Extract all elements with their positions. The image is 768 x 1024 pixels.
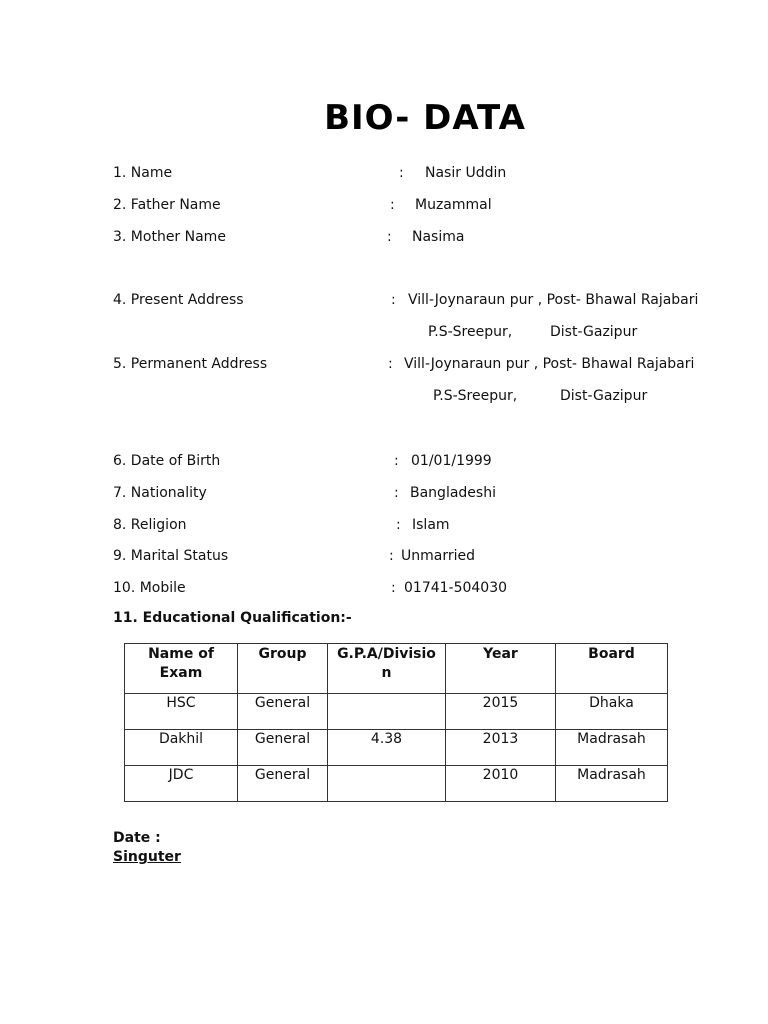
- field-colon: :: [388, 356, 393, 372]
- column-header-board: [556, 644, 668, 694]
- field-value: Bangladeshi: [410, 485, 496, 501]
- table-header-row: [125, 644, 668, 694]
- table-cell: 2013: [446, 730, 556, 766]
- field-value-ps: P.S-Sreepur,: [428, 324, 513, 340]
- column-header-label: Name of Exam: [148, 646, 214, 681]
- field-colon: :: [394, 485, 399, 501]
- field-label: 5. Permanent Address: [113, 356, 268, 372]
- table-cell: 2015: [446, 694, 556, 730]
- field-colon: :: [390, 197, 395, 213]
- field-label: 8. Religion: [113, 517, 187, 533]
- table-cell: JDC: [125, 766, 238, 802]
- column-header-exam: [125, 644, 238, 694]
- column-header-label: G.P.A/Divisio n: [337, 646, 436, 681]
- field-value-ps: P.S-Sreepur,: [433, 388, 518, 404]
- field-value: 01/01/1999: [411, 453, 492, 469]
- table-row: [125, 730, 668, 766]
- column-header-group: [238, 644, 328, 694]
- column-header-label: Group: [258, 646, 307, 662]
- table-cell: General: [238, 694, 328, 730]
- table-cell: Madrasah: [556, 766, 668, 802]
- field-value: Vill-Joynaraun pur , Post- Bhawal Rajabari: [408, 292, 699, 308]
- field-colon: :: [399, 165, 404, 181]
- column-header-label: Board: [588, 646, 635, 662]
- field-colon: :: [396, 517, 401, 533]
- field-value: Islam: [412, 517, 450, 533]
- field-colon: :: [391, 292, 396, 308]
- field-colon: :: [394, 453, 399, 469]
- table-cell: HSC: [125, 694, 238, 730]
- field-colon: :: [389, 548, 394, 564]
- table-cell: General: [238, 730, 328, 766]
- field-label: 10. Mobile: [113, 580, 186, 596]
- field-label: 7. Nationality: [113, 485, 207, 501]
- field-label: 6. Date of Birth: [113, 453, 221, 469]
- field-label: 1. Name: [113, 165, 173, 181]
- table-row: [125, 694, 668, 730]
- table-cell: 4.38: [328, 730, 446, 766]
- field-value: Unmarried: [401, 548, 475, 564]
- field-label: 3. Mother Name: [113, 229, 226, 245]
- table-cell: 2010: [446, 766, 556, 802]
- field-label: 4. Present Address: [113, 292, 244, 308]
- table-cell: Dakhil: [125, 730, 238, 766]
- table-cell: General: [238, 766, 328, 802]
- education-table: [124, 643, 668, 802]
- field-value-dist: Dist-Gazipur: [550, 324, 638, 340]
- page-title: BIO- DATA: [324, 98, 526, 138]
- field-value-dist: Dist-Gazipur: [560, 388, 648, 404]
- field-value: Muzammal: [415, 197, 492, 213]
- table-cell: [328, 694, 446, 730]
- field-value: Nasima: [412, 229, 465, 245]
- education-heading: 11. Educational Qualification:-: [113, 610, 352, 626]
- signature-label: Singuter: [113, 849, 181, 865]
- column-header-label: Year: [483, 646, 518, 662]
- field-value: Vill-Joynaraun pur , Post- Bhawal Rajabari: [404, 356, 695, 372]
- column-header-gpa: [328, 644, 446, 694]
- field-label: 2. Father Name: [113, 197, 221, 213]
- field-colon: :: [387, 229, 392, 245]
- field-colon: :: [391, 580, 396, 596]
- date-label: Date :: [113, 830, 161, 846]
- field-label: 9. Marital Status: [113, 548, 229, 564]
- table-cell: Madrasah: [556, 730, 668, 766]
- table-row: [125, 766, 668, 802]
- field-value: Nasir Uddin: [425, 165, 507, 181]
- column-header-year: [446, 644, 556, 694]
- table-cell: Dhaka: [556, 694, 668, 730]
- table-cell: [328, 766, 446, 802]
- field-value: 01741-504030: [404, 580, 508, 596]
